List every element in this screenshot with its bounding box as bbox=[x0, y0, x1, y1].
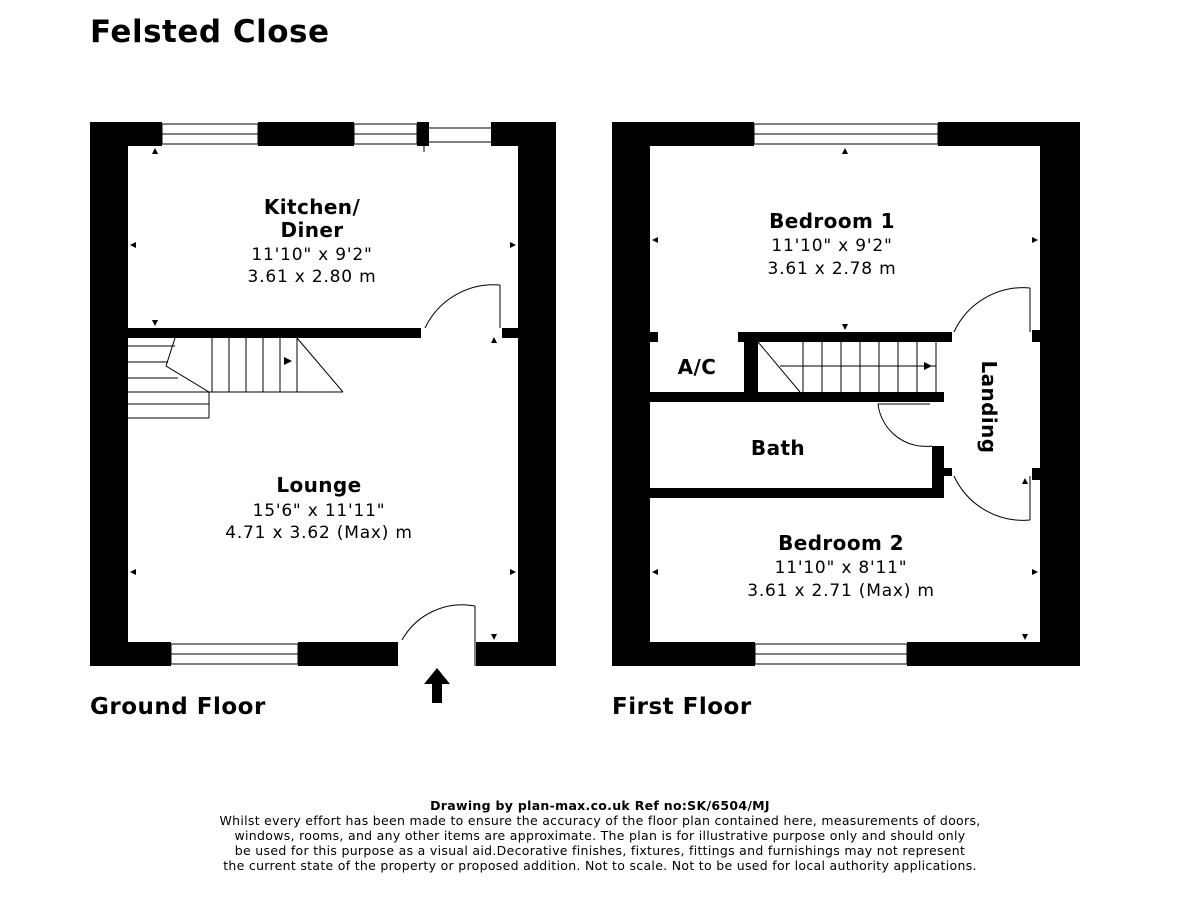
bath-door bbox=[878, 404, 932, 446]
landing-name: Landing bbox=[977, 360, 1001, 454]
entrance-arrow-icon bbox=[424, 668, 450, 703]
bedroom2-imperial: 11'10" x 8'11" bbox=[774, 558, 908, 578]
bedroom1-bottom-wall bbox=[738, 332, 952, 342]
landing-wall-bump-2 bbox=[1032, 468, 1042, 480]
landing-wall-bump bbox=[1032, 330, 1042, 342]
first-wall-right-upper bbox=[1040, 122, 1080, 666]
ground-wall-top-3 bbox=[417, 122, 429, 146]
ac-top-wall-left bbox=[650, 332, 658, 342]
ac-right-wall bbox=[744, 342, 758, 392]
kitchen-name-line1: Kitchen/ bbox=[263, 195, 361, 219]
lounge-name: Lounge bbox=[276, 473, 362, 497]
bedroom1-metric: 3.61 x 2.78 m bbox=[767, 259, 897, 279]
bedroom1-imperial: 11'10" x 9'2" bbox=[771, 236, 893, 256]
first-wall-bottom-1 bbox=[612, 642, 755, 666]
ground-wall-right bbox=[518, 122, 556, 666]
page-title: Felsted Close bbox=[90, 14, 330, 50]
back-door bbox=[424, 128, 491, 152]
bath-name: Bath bbox=[750, 436, 806, 460]
ground-wall-top-4 bbox=[491, 122, 556, 146]
ground-internal-wall-stub bbox=[502, 328, 518, 338]
ground-wall-bottom-3 bbox=[476, 642, 556, 666]
kitchen-metric: 3.61 x 2.80 m bbox=[247, 267, 377, 287]
kitchen-imperial: 11'10" x 9'2" bbox=[251, 245, 373, 265]
lounge-imperial: 15'6" x 11'11" bbox=[252, 501, 386, 521]
kitchen-name-line2: Diner bbox=[280, 218, 344, 242]
disclaimer-line-3: windows, rooms, and any other items are approximate. The plan is for illustrative purpose only and should only bbox=[234, 828, 966, 843]
ground-internal-wall bbox=[128, 328, 421, 338]
bedroom2-metric: 3.61 x 2.71 (Max) m bbox=[747, 581, 935, 601]
disclaimer bbox=[0, 798, 1200, 873]
ground-wall-top-2 bbox=[258, 122, 354, 146]
ground-wall-bottom-1 bbox=[90, 642, 171, 666]
first-floor-plan bbox=[612, 122, 1080, 666]
bedroom2-name: Bedroom 2 bbox=[778, 531, 904, 555]
bath-right-wall-stub bbox=[944, 468, 952, 476]
bedroom2-door bbox=[954, 476, 1030, 520]
first-stairs bbox=[758, 342, 936, 392]
disclaimer-line-2: Whilst every effort has been made to ensure the accuracy of the floor plan contained here, measurements of doors, bbox=[219, 813, 981, 828]
ground-wall-left bbox=[90, 122, 128, 666]
first-wall-left bbox=[612, 122, 650, 666]
bedroom1-door bbox=[954, 288, 1030, 332]
bedroom1-window bbox=[754, 124, 938, 144]
disclaimer-line-1: Drawing by plan-max.co.uk Ref no:SK/6504/MJ bbox=[430, 798, 770, 813]
bedroom1-name: Bedroom 1 bbox=[769, 209, 895, 233]
kitchen-window-2 bbox=[354, 124, 417, 144]
ac-bottom-wall bbox=[650, 392, 944, 402]
ground-stairs bbox=[128, 338, 343, 418]
ground-wall-bottom-2 bbox=[298, 642, 398, 666]
ground-wall-top-1 bbox=[90, 122, 162, 146]
ground-floor-label: Ground Floor bbox=[90, 694, 266, 720]
disclaimer-line-5: the current state of the property or proposed addition. Not to scale. Not to be used for local authority applications. bbox=[223, 858, 977, 873]
lounge-metric: 4.71 x 3.62 (Max) m bbox=[225, 523, 413, 543]
ac-name: A/C bbox=[677, 355, 717, 379]
disclaimer-line-4: be used for this purpose as a visual aid.Decorative finishes, fixtures, fittings and furnishings may not represent bbox=[234, 843, 966, 858]
first-wall-top-2 bbox=[938, 122, 1080, 146]
kitchen-window-1 bbox=[162, 124, 258, 144]
first-wall-top-1 bbox=[612, 122, 754, 146]
first-wall-bottom-2 bbox=[907, 642, 1080, 666]
first-floor-label: First Floor bbox=[612, 694, 752, 720]
ground-floor-plan bbox=[90, 122, 556, 703]
front-door bbox=[402, 605, 475, 666]
bath-bottom-wall bbox=[650, 488, 944, 498]
lounge-window bbox=[171, 644, 298, 664]
bedroom2-window bbox=[755, 644, 907, 664]
kitchen-door bbox=[425, 285, 500, 328]
